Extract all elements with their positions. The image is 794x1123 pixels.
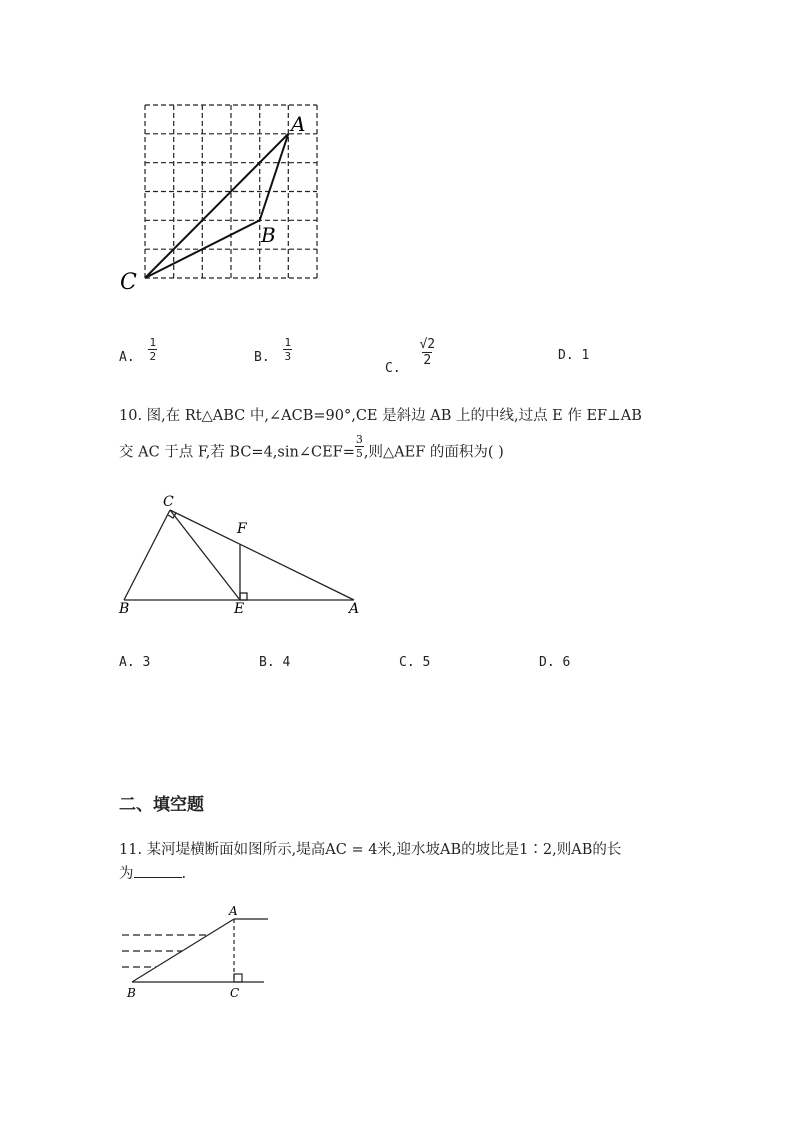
section-title: 二、填空题 [119,795,204,815]
q10-line1: 10. 图,在 Rt△ABC 中,∠ACB=90°,CE 是斜边 AB 上的中线,过点 E 作 EF⊥AB [119,408,642,424]
q9-option-d[interactable]: D. 1 [558,348,590,363]
q10-option-a[interactable]: A. 3 [119,655,151,670]
label-b: B [119,601,130,617]
label-c: C [163,494,174,510]
fraction: $\frac{1}{2}$ [149,336,157,363]
q10-triangle-figure [110,490,370,620]
fraction: $\frac{3}{5}$ [355,433,363,460]
q11-embankment-figure [110,900,280,1005]
segment-bc [124,510,170,600]
q11-line2: 为 . [119,862,186,883]
q11-line1: 11. 某河堤横断面如图所示,堤高AC = 4米,迎水坡AB的坡比是1∶2,则AB的长 [119,842,622,858]
label-b: B [127,986,136,1000]
right-angle-c [168,513,176,518]
segment-ce [170,510,240,600]
segment-ca [170,510,354,600]
answer-blank[interactable] [134,863,182,878]
q10-option-b[interactable]: B. 4 [259,655,291,670]
label-a: A [291,112,306,136]
fraction: $\frac{1}{3}$ [284,336,292,363]
right-angle-c [234,974,242,982]
q10-option-d[interactable]: D. 6 [539,655,571,670]
label-f: F [237,521,247,537]
label-b: B [261,223,276,247]
fraction: $\frac{√2}{2}$ [419,337,436,368]
label-c: C [120,270,137,295]
q10-line2: 交 AC 于点 F,若 BC=4,sin∠CEF= $\frac{3}{5}$ ,则△AEF 的面积为( ) [119,433,504,461]
label-e: E [234,601,245,617]
q9-option-c[interactable]: C. $\frac{√2}{2}$ [385,337,436,376]
grid-triangle-figure [110,95,340,300]
label-a: A [349,601,360,617]
label-a: A [229,904,238,918]
q9-option-b[interactable]: B. $\frac{1}{3}$ [254,336,292,365]
q10-option-c[interactable]: C. 5 [399,655,431,670]
right-angle-e [240,593,247,600]
triangle-abc [145,134,288,278]
label-c: C [230,986,240,1000]
q9-option-a[interactable]: A. $\frac{1}{2}$ [119,336,157,365]
